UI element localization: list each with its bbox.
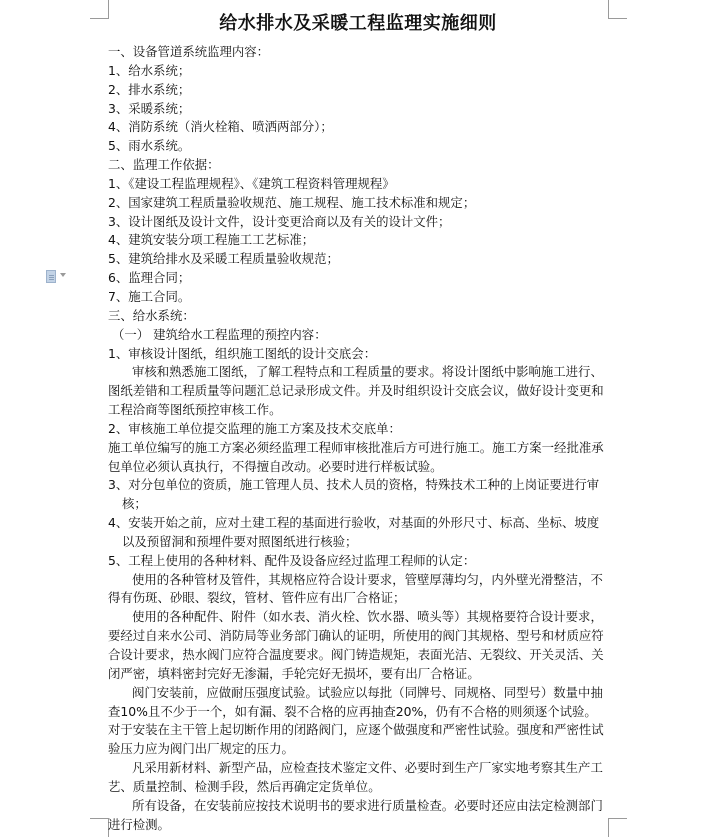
- text-line: 凡采用新材料、新型产品，应检查技术鉴定文件、必要时到生产厂家实地考察其生产工: [132, 760, 603, 776]
- text-line: 2、国家建筑工程质量验收规范、施工规程、施工技术标准和规定；: [108, 194, 476, 210]
- text-line: 1、给水系统；: [108, 62, 191, 78]
- crop-mark-bottom-left: [90, 818, 109, 837]
- text-line: 三、给水系统：: [108, 307, 195, 323]
- text-line: 5、雨水系统。: [108, 138, 191, 154]
- text-line: 工程洽商等图纸预控审核工作。: [108, 402, 282, 418]
- text-line: 审核和熟悉施工图纸，了解工程特点和工程质量的要求。将设计图纸中影响施工进行、: [132, 364, 603, 380]
- text-line: 一、设备管道系统监理内容：: [108, 44, 270, 59]
- text-line: 艺、质量控制、检测手段，然后再确定定货单位。: [108, 778, 381, 794]
- text-line: 使用的各种配件、附件（如水表、消火栓、饮水器、喷头等）其规格要符合设计要求，: [132, 609, 603, 625]
- document-body: [108, 43, 608, 834]
- document-title: 给水排水及采暖工程监理实施细则: [219, 13, 497, 34]
- document-page: [108, 12, 608, 834]
- text-line: 以及预留洞和预埋件要对照图纸进行核验；: [122, 533, 358, 549]
- text-line: 使用的各种管材及管件，其规格应符合设计要求，管壁厚薄均匀，内外壁光滑整洁，不: [132, 571, 603, 587]
- text-line: 合设计要求，热水阀门应符合温度要求。阀门铸造规矩，表面光洁、无裂纹、开关灵活、关: [108, 647, 604, 662]
- text-line: （一） 建筑给水工程监理的预控内容：: [112, 326, 327, 342]
- text-line: 进行检测。: [108, 816, 170, 832]
- document-icon: [46, 270, 56, 283]
- text-line: 图纸差错和工程质量等问题汇总记录形成文件。并及时组织设计交底会议，做好设计变更和: [108, 383, 604, 399]
- text-line: 4、建筑安装分项工程施工工艺标准；: [108, 232, 315, 248]
- document-options-button[interactable]: [46, 270, 74, 284]
- crop-mark-bottom-right: [608, 818, 627, 837]
- chevron-down-icon: [60, 273, 66, 277]
- text-line: 闭严密，填料密封完好无渗漏，手轮完好无损坏，要有出厂合格证。: [108, 665, 480, 681]
- text-line: 4、消防系统（消火栓箱、喷洒两部分）；: [108, 119, 333, 135]
- text-line: 3、采暖系统；: [108, 100, 191, 116]
- text-line: 验压力应为阀门出厂规定的压力。: [108, 741, 294, 757]
- text-line: 4、安装开始之前，应对土建工程的基面进行验收，对基面的外形尺寸、标高、坐标、坡度: [108, 515, 600, 531]
- text-line: 核；: [122, 496, 147, 512]
- text-line: 包单位必须认真执行，不得擅自改动。必要时进行样板试验。: [108, 458, 443, 474]
- text-line: 7、施工合同。: [108, 288, 191, 304]
- text-line: 1、《建设工程监理规程》、《建筑工程资料管理规程》: [108, 175, 395, 191]
- text-line: 2、排水系统；: [108, 81, 191, 97]
- text-line: 6、监理合同；: [108, 270, 191, 286]
- text-line: 3、设计图纸及设计文件，设计变更洽商以及有关的设计文件；: [108, 213, 451, 229]
- text-line: 查10%且不少于一个，如有漏、裂不合格的应再抽查20%，仍有不合格的则须逐个试验。: [108, 703, 597, 719]
- text-line: 5、建筑给排水及采暖工程质量验收规范；: [108, 251, 339, 267]
- text-line: 施工单位编写的施工方案必须经监理工程师审核批准后方可进行施工。施工方案一经批准承: [108, 439, 604, 455]
- text-line: 得有伤斑、砂眼、裂纹，管材、管件应有出厂合格证；: [108, 590, 406, 606]
- text-line: 3、对分包单位的资质，施工管理人员、技术人员的资格，特殊技术工种的上岗证要进行审: [108, 477, 600, 493]
- text-line: 要经过自来水公司、消防局等业务部门确认的证明，所使用的阀门其规格、型号和材质应符: [108, 628, 604, 644]
- text-line: 5、工程上使用的各种材料、配件及设备应经过监理工程师的认定：: [108, 552, 476, 568]
- text-line: 所有设备，在安装前应按技术说明书的要求进行质量检查。必要时还应由法定检测部门: [132, 797, 603, 813]
- text-line: 1、审核设计图纸，组织施工图纸的设计交底会：: [108, 345, 377, 361]
- text-line: 2、审核施工单位提交监理的施工方案及技术交底单：: [108, 420, 401, 436]
- text-line: 阀门安装前，应做耐压强度试验。试验应以每批（同牌号、同规格、同型号）数量中抽: [132, 684, 603, 700]
- crop-mark-top-right: [608, 0, 627, 19]
- text-line: 二、监理工作依据：: [108, 157, 220, 173]
- crop-mark-top-left: [90, 0, 109, 19]
- text-line: 对于安装在主干管上起切断作用的闭路阀门，应逐个做强度和严密性试验。强度和严密性试: [108, 722, 604, 738]
